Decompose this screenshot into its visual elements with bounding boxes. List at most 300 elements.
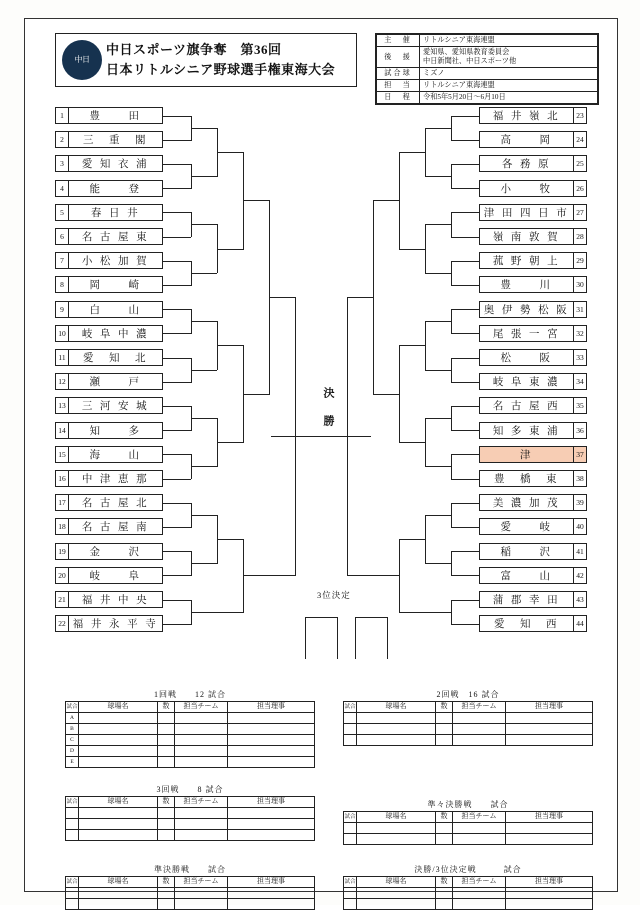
- schedule-row-label[interactable]: [344, 823, 357, 834]
- schedule-row-label[interactable]: [344, 735, 357, 746]
- team-name: 岐 阜: [89, 570, 142, 582]
- schedule-cell[interactable]: [357, 834, 436, 845]
- bracket-connector: [163, 600, 191, 601]
- team-name: 名 古 屋 東: [81, 232, 150, 243]
- team-name: 岐 阜 中 濃: [81, 328, 150, 340]
- schedule-cell[interactable]: [228, 899, 315, 910]
- team-entry: [55, 591, 163, 608]
- team-name: 中 津 恵 那: [81, 474, 150, 485]
- schedule-cell[interactable]: [228, 830, 315, 841]
- schedule-header-cell: 数: [158, 797, 175, 808]
- schedule-cell[interactable]: [158, 735, 175, 746]
- third-place-label: 3位決定: [317, 590, 351, 600]
- schedule-table-caption: 1回戦 12 試合: [154, 690, 226, 699]
- bracket-connector: [399, 345, 425, 346]
- bracket-connector: [191, 370, 217, 371]
- bracket-connector: [163, 212, 191, 213]
- team-name: 菰 野 朝 上: [492, 256, 561, 268]
- info-value: ミズノ: [420, 68, 598, 80]
- bracket-connector: [451, 406, 452, 431]
- schedule-header-row: [344, 702, 593, 713]
- schedule-cell[interactable]: [175, 899, 228, 910]
- team-seed-number: 28: [573, 229, 586, 244]
- bracket-connector: [163, 430, 191, 431]
- schedule-row-label[interactable]: D: [66, 746, 79, 757]
- bracket-connector: [451, 503, 479, 504]
- schedule-header-cell: 担当チーム: [453, 812, 506, 823]
- bracket-connector: [451, 212, 479, 213]
- schedule-header-cell: 数: [158, 702, 175, 713]
- bracket-connector: [451, 333, 479, 334]
- bracket-connector: [451, 551, 452, 576]
- schedule-table: [343, 799, 593, 845]
- schedule-cell[interactable]: [436, 713, 453, 724]
- team-seed-number: 17: [56, 495, 69, 510]
- bracket-connector: [243, 152, 244, 250]
- schedule-cell[interactable]: [158, 899, 175, 910]
- team-seed-number: 1: [56, 108, 69, 123]
- team-entry: [55, 301, 163, 318]
- info-key: 後 援: [377, 47, 420, 68]
- schedule-row-label[interactable]: [66, 888, 79, 899]
- team-seed-number: 42: [573, 568, 586, 583]
- schedule-cell[interactable]: [228, 735, 315, 746]
- bracket-connector: [163, 406, 191, 407]
- team-entry: [479, 252, 587, 269]
- team-name: 海 山: [89, 449, 142, 461]
- bracket-connector: [163, 624, 191, 625]
- bracket-connector: [191, 176, 217, 177]
- team-name: 愛 岐: [500, 522, 553, 534]
- final-line: [271, 436, 317, 437]
- team-seed-number: 7: [56, 253, 69, 268]
- table-row: [66, 713, 315, 724]
- bracket-connector: [451, 309, 452, 334]
- team-seed-number: 4: [56, 181, 69, 196]
- team-seed-number: 2: [56, 132, 69, 147]
- schedule-cell[interactable]: [436, 888, 453, 899]
- bracket-connector: [347, 575, 373, 576]
- team-entry: [479, 494, 587, 511]
- bracket-connector: [191, 612, 217, 613]
- team-entry: [55, 131, 163, 148]
- schedule-cell[interactable]: [453, 823, 506, 834]
- team-name: 福 井 嶺 北: [492, 111, 561, 122]
- title-line-2: 日本リトルシニア野球選手権東海大会: [106, 62, 336, 77]
- bracket-connector: [451, 382, 479, 383]
- bracket-connector: [191, 128, 217, 129]
- schedule-row-label[interactable]: C: [66, 735, 79, 746]
- third-place-connector: [355, 617, 387, 618]
- schedule-cell[interactable]: [158, 819, 175, 830]
- schedule-header-cell: 球場名: [79, 702, 158, 713]
- info-value: 令和5年5月20日～6月10日: [420, 92, 598, 104]
- schedule-cell[interactable]: [357, 823, 436, 834]
- schedule-cell[interactable]: [453, 888, 506, 899]
- team-entry: [479, 131, 587, 148]
- schedule-cell[interactable]: [158, 830, 175, 841]
- schedule-cell[interactable]: [228, 819, 315, 830]
- team-seed-number: 3: [56, 156, 69, 171]
- schedule-cell[interactable]: [79, 888, 158, 899]
- schedule-cell[interactable]: [79, 746, 158, 757]
- team-seed-number: 15: [56, 447, 69, 462]
- schedule-row-label[interactable]: [344, 713, 357, 724]
- team-name: 稲 沢: [500, 546, 553, 558]
- bracket-connector: [425, 563, 451, 564]
- schedule-cell[interactable]: [453, 735, 506, 746]
- schedule-grid: [343, 701, 593, 746]
- schedule-table-caption: 3回戦 8 試合: [156, 785, 224, 794]
- third-place-connector: [305, 617, 306, 659]
- schedule-cell[interactable]: [436, 834, 453, 845]
- bracket-connector: [451, 261, 479, 262]
- bracket-connector: [163, 188, 191, 189]
- schedule-cell[interactable]: [506, 888, 593, 899]
- schedule-cell[interactable]: [357, 713, 436, 724]
- bracket-connector: [451, 527, 479, 528]
- schedule-cell[interactable]: [175, 819, 228, 830]
- table-row: [344, 713, 593, 724]
- schedule-cell[interactable]: [175, 888, 228, 899]
- team-name: 白 山: [89, 304, 142, 316]
- schedule-cell[interactable]: [453, 899, 506, 910]
- logo-text: 中日: [74, 54, 90, 64]
- bracket-connector: [243, 539, 244, 613]
- info-value: リトルシニア東海連盟: [420, 80, 598, 92]
- team-entry: [479, 349, 587, 366]
- bracket-connector: [399, 612, 425, 613]
- team-seed-number: 29: [573, 253, 586, 268]
- schedule-cell[interactable]: [506, 713, 593, 724]
- team-entry: [55, 107, 163, 124]
- schedule-cell[interactable]: [79, 899, 158, 910]
- bracket-connector: [451, 188, 479, 189]
- schedule-cell[interactable]: [436, 823, 453, 834]
- schedule-cell[interactable]: [228, 746, 315, 757]
- schedule-cell[interactable]: [506, 724, 593, 735]
- bracket-connector: [451, 454, 479, 455]
- schedule-header-cell: 担当理事: [228, 797, 315, 808]
- team-seed-number: 6: [56, 229, 69, 244]
- schedule-header-cell: 担当理事: [506, 702, 593, 713]
- bracket-connector: [425, 466, 451, 467]
- bracket-connector: [243, 200, 269, 201]
- team-seed-number: 39: [573, 495, 586, 510]
- team-entry: [479, 228, 587, 245]
- bracket-connector: [425, 418, 426, 467]
- team-seed-number: 31: [573, 302, 586, 317]
- bracket-connector: [217, 152, 243, 153]
- team-entry: [479, 518, 587, 535]
- schedule-header-row: [344, 812, 593, 823]
- team-entry: [479, 397, 587, 414]
- schedule-cell[interactable]: [158, 888, 175, 899]
- bracket-connector: [451, 261, 452, 286]
- bracket-connector: [163, 261, 191, 262]
- schedule-table-caption: 準決勝戦 試合: [154, 865, 226, 874]
- team-name: 嶺 南 敦 賀: [492, 232, 561, 243]
- bracket-connector: [451, 309, 479, 310]
- bracket-connector: [217, 345, 243, 346]
- schedule-cell[interactable]: [357, 888, 436, 899]
- schedule-row-label[interactable]: [344, 899, 357, 910]
- team-name: 金 沢: [89, 546, 142, 558]
- schedule-cell[interactable]: [175, 713, 228, 724]
- table-row: [344, 888, 593, 899]
- team-seed-number: 27: [573, 205, 586, 220]
- team-entry: [55, 155, 163, 172]
- bracket-connector: [399, 152, 425, 153]
- schedule-cell[interactable]: [453, 834, 506, 845]
- third-place-connector: [337, 617, 338, 659]
- schedule-cell[interactable]: [436, 724, 453, 735]
- team-name: 三 重 閣: [83, 135, 148, 147]
- schedule-row-label[interactable]: [344, 834, 357, 845]
- schedule-header-cell: 数: [436, 812, 453, 823]
- team-seed-number: 32: [573, 326, 586, 341]
- table-row: [344, 834, 593, 845]
- team-seed-number: 10: [56, 326, 69, 341]
- bracket-connector: [217, 442, 243, 443]
- schedule-row-label[interactable]: [66, 830, 79, 841]
- schedule-cell[interactable]: [357, 899, 436, 910]
- team-entry: [55, 228, 163, 245]
- team-seed-number: 44: [573, 616, 586, 631]
- bracket-connector: [451, 116, 479, 117]
- schedule-cell[interactable]: [506, 899, 593, 910]
- team-seed-number: 21: [56, 592, 69, 607]
- table-row: [66, 830, 315, 841]
- bracket-connector: [163, 309, 191, 310]
- schedule-header-cell: 数: [436, 877, 453, 888]
- team-seed-number: 9: [56, 302, 69, 317]
- schedule-row-label[interactable]: B: [66, 724, 79, 735]
- team-seed-number: 25: [573, 156, 586, 171]
- team-entry: [479, 373, 587, 390]
- bracket-connector: [399, 539, 425, 540]
- team-entry: [479, 567, 587, 584]
- bracket-connector: [451, 503, 452, 528]
- schedule-header-cell: 球場名: [357, 812, 436, 823]
- team-seed-number: 11: [56, 350, 69, 365]
- schedule-header-cell: 担当理事: [228, 702, 315, 713]
- team-name: 愛 知 衣 浦: [81, 159, 150, 171]
- schedule-grid: [65, 796, 315, 841]
- bracket-connector: [451, 237, 479, 238]
- team-entry: [479, 204, 587, 221]
- schedule-row-label[interactable]: E: [66, 757, 79, 768]
- bracket-connector: [399, 249, 425, 250]
- schedule-header-cell: 試合: [66, 877, 79, 888]
- team-name: 知 多: [89, 425, 142, 437]
- schedule-cell[interactable]: [506, 823, 593, 834]
- bracket-connector: [191, 224, 217, 225]
- table-row: [66, 899, 315, 910]
- bracket-connector: [243, 575, 269, 576]
- schedule-table-caption: 決勝/3位決定戦 試合: [414, 865, 522, 874]
- team-name: 豊 川: [500, 280, 553, 292]
- schedule-table: [343, 689, 593, 746]
- schedule-cell[interactable]: [79, 713, 158, 724]
- table-row: [344, 899, 593, 910]
- team-seed-number: 37: [573, 447, 586, 462]
- schedule-cell[interactable]: [228, 808, 315, 819]
- schedule-cell[interactable]: [506, 735, 593, 746]
- bracket-connector: [163, 382, 191, 383]
- schedule-header-cell: 試合: [344, 812, 357, 823]
- table-row: [66, 746, 315, 757]
- table-row: [344, 823, 593, 834]
- schedule-cell[interactable]: [158, 757, 175, 768]
- team-name: 三 河 安 城: [81, 401, 150, 413]
- bracket-connector: [163, 527, 191, 528]
- schedule-cell[interactable]: [79, 724, 158, 735]
- bracket-connector: [451, 116, 452, 141]
- team-seed-number: 8: [56, 277, 69, 292]
- bracket-connector: [399, 345, 400, 443]
- schedule-header-row: [344, 877, 593, 888]
- bracket-connector: [163, 237, 191, 238]
- schedule-header-row: [66, 702, 315, 713]
- bracket-connector: [163, 551, 191, 552]
- team-entry: [55, 373, 163, 390]
- schedule-row-label[interactable]: [66, 808, 79, 819]
- schedule-cell[interactable]: [506, 834, 593, 845]
- schedule-cell[interactable]: [158, 808, 175, 819]
- team-name: 愛 知 西: [494, 619, 559, 631]
- schedule-header-cell: 球場名: [79, 797, 158, 808]
- team-entry: [55, 567, 163, 584]
- bracket-connector: [425, 176, 451, 177]
- team-name: 美 濃 加 茂: [492, 498, 561, 510]
- table-row: [344, 735, 593, 746]
- schedule-row-label[interactable]: [66, 819, 79, 830]
- team-seed-number: 33: [573, 350, 586, 365]
- bracket-connector: [373, 394, 399, 395]
- info-key: 試合球: [377, 68, 420, 80]
- table-row: [66, 724, 315, 735]
- schedule-table-caption: 準々決勝戦 試合: [427, 800, 509, 809]
- bracket-connector: [425, 418, 451, 419]
- schedule-cell[interactable]: [175, 808, 228, 819]
- schedule-header-cell: 担当理事: [228, 877, 315, 888]
- schedule-cell[interactable]: [175, 746, 228, 757]
- team-name: 各 務 原: [501, 159, 552, 171]
- bracket-connector: [425, 128, 451, 129]
- schedule-cell[interactable]: [158, 746, 175, 757]
- schedule-header-cell: 担当チーム: [175, 797, 228, 808]
- team-entry: [479, 276, 587, 293]
- schedule-row-label[interactable]: A: [66, 713, 79, 724]
- bracket-connector: [451, 551, 479, 552]
- schedule-cell[interactable]: [453, 724, 506, 735]
- team-entry: [55, 349, 163, 366]
- bracket-connector: [191, 418, 217, 419]
- schedule-cell[interactable]: [228, 888, 315, 899]
- bracket-connector: [425, 224, 426, 273]
- schedule-header-row: [66, 797, 315, 808]
- bracket-connector: [191, 466, 217, 467]
- bracket-connector: [217, 612, 243, 613]
- schedule-cell[interactable]: [175, 735, 228, 746]
- team-entry: [479, 107, 587, 124]
- schedule-cell[interactable]: [79, 808, 158, 819]
- schedule-cell[interactable]: [228, 724, 315, 735]
- info-key: 主 催: [377, 35, 420, 47]
- bracket-connector: [269, 575, 295, 576]
- schedule-table: [65, 784, 315, 841]
- team-seed-number: 30: [573, 277, 586, 292]
- schedule-header-cell: 試合: [344, 702, 357, 713]
- bracket-connector: [217, 539, 243, 540]
- team-name: 春 日 井: [90, 207, 141, 219]
- team-entry: [479, 155, 587, 172]
- schedule-cell[interactable]: [175, 830, 228, 841]
- schedule-row-label[interactable]: [66, 899, 79, 910]
- bracket-connector: [425, 370, 451, 371]
- team-seed-number: 26: [573, 181, 586, 196]
- bracket-connector: [425, 128, 426, 177]
- bracket-connector: [425, 321, 426, 370]
- schedule-cell[interactable]: [453, 713, 506, 724]
- schedule-header-cell: 担当理事: [506, 812, 593, 823]
- tournament-sheet: [24, 18, 618, 892]
- schedule-header-cell: 試合: [66, 797, 79, 808]
- team-entry: [479, 446, 587, 463]
- schedule-cell[interactable]: [79, 757, 158, 768]
- schedule-cell[interactable]: [357, 724, 436, 735]
- final-round-label: 決 勝: [322, 387, 334, 429]
- table-row: [66, 808, 315, 819]
- info-key: 日 程: [377, 92, 420, 104]
- schedule-cell[interactable]: [228, 757, 315, 768]
- schedule-cell[interactable]: [158, 713, 175, 724]
- bracket-connector: [425, 515, 451, 516]
- schedule-cell[interactable]: [175, 724, 228, 735]
- schedule-cell[interactable]: [436, 899, 453, 910]
- team-entry: [479, 301, 587, 318]
- schedule-cell[interactable]: [79, 735, 158, 746]
- schedule-header-cell: 担当チーム: [453, 877, 506, 888]
- schedule-cell[interactable]: [79, 830, 158, 841]
- schedule-table: [65, 689, 315, 768]
- schedule-cell[interactable]: [228, 713, 315, 724]
- title-line-1: 中日スポーツ旗争奪 第36回: [106, 41, 282, 57]
- schedule-cell[interactable]: [357, 735, 436, 746]
- team-name: 名 古 屋 北: [81, 498, 150, 510]
- schedule-cell[interactable]: [175, 757, 228, 768]
- team-name: 岐 阜 東 濃: [492, 377, 561, 389]
- schedule-grid: [65, 701, 315, 768]
- third-place-connector: [355, 617, 356, 659]
- schedule-cell[interactable]: [158, 724, 175, 735]
- team-entry: [479, 325, 587, 342]
- team-seed-number: 13: [56, 398, 69, 413]
- team-name: 高 岡: [500, 135, 553, 147]
- schedule-row-label[interactable]: [344, 724, 357, 735]
- bracket-connector: [191, 273, 217, 274]
- schedule-table: [65, 864, 315, 910]
- bracket-connector: [451, 430, 479, 431]
- schedule-cell[interactable]: [436, 735, 453, 746]
- team-entry: [55, 446, 163, 463]
- bracket-connector: [191, 321, 217, 322]
- bracket-connector: [399, 539, 400, 613]
- schedule-row-label[interactable]: [344, 888, 357, 899]
- bracket-connector: [451, 164, 479, 165]
- schedule-cell[interactable]: [79, 819, 158, 830]
